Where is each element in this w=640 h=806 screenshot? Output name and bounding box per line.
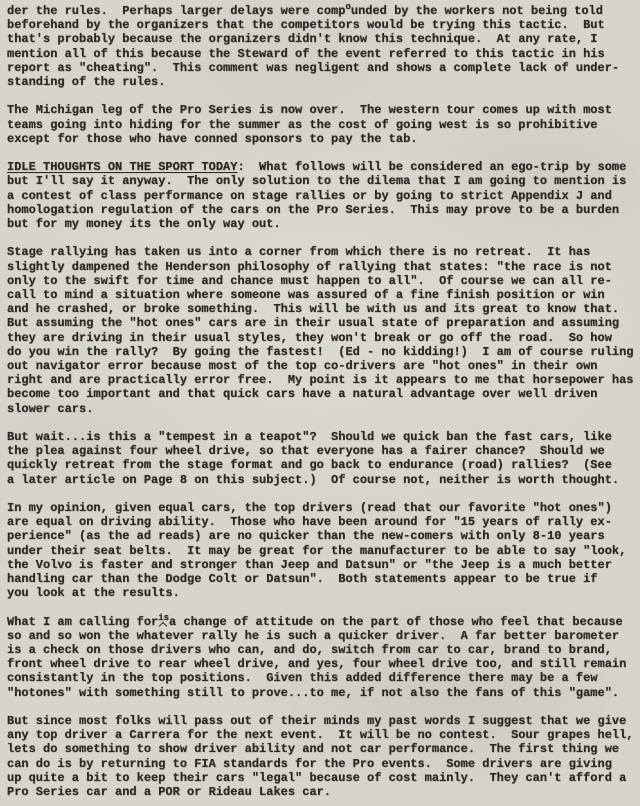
text-line: you look at the results. <box>7 586 180 601</box>
text-line: mention all of this because the Steward of the event referred to this tactic in his <box>7 46 605 61</box>
text-line: teams going into hiding for the summer as the cost of going west is so prohibitive <box>7 117 598 132</box>
paragraph <box>7 160 638 231</box>
text-line: The Michigan leg of the Pro Series is now over. The western tour comes up with most <box>7 103 612 118</box>
text-line: But wait...is this a "tempest in a teapot"? Should we quick ban the fast cars, like <box>7 430 612 445</box>
text-line: except for those who have conned sponsors to pay the tab. <box>7 131 418 146</box>
paragraph <box>7 4 638 89</box>
text-line: What I am calling forisa change of attitude on the part of those who feel that because <box>7 612 623 629</box>
paragraph <box>7 103 638 146</box>
text-line: they are driving in their usual styles, they won't break or go off the road. So how <box>7 330 612 345</box>
text-line: beforehand by the organizers that the competitors would be trying this tactic. But <box>7 18 605 33</box>
text-line: but for my money its the only way out. <box>7 217 281 232</box>
text-line: slower cars. <box>7 401 94 416</box>
text-line: the Volvo is faster and stronger than Jeep and Datsun" or "the Jeep is a much better <box>7 557 612 572</box>
text-line: But since most folks will pass out of their minds my past words I suggest that we give <box>7 714 627 729</box>
text-line: slightly dampened the Henderson philosophy of rallying that states: "the race is not <box>7 259 612 274</box>
text-line: under their seat belts. It may be great for the manufacturer to be able to say "look, <box>7 543 627 558</box>
section-heading: IDLE THOUGHTS ON THE SPORT TODAY <box>7 160 238 175</box>
text-line: Pro Series car and a POR or Rideau Lakes car. <box>7 785 332 800</box>
paragraph <box>7 612 638 700</box>
paragraph <box>7 245 638 415</box>
text-line: perience" (as the ad reads) are no quicker than the new-comers with only 8-10 years <box>7 529 605 544</box>
text-line: call to mind a situation where someone was assured of a fine finish position or win <box>7 288 605 303</box>
text-line: In my opinion, given equal cars, the top drivers (read that our favorite "hot ones") <box>7 501 612 516</box>
text-line: handling car than the Dodge Colt or Datsun". Both statements appear to be true if <box>7 572 598 587</box>
text-line: is a check on those drivers who can, and do, switch from car to car, brand to brand, <box>7 643 612 658</box>
text-line: quickly retreat from the stage format and go back to endurance (road) rallies? (See <box>7 458 612 473</box>
text-line: can do is by returning to FIA standards for the Pro events. Some drivers are giving <box>7 756 612 771</box>
text-line: but I'll say it anyway. The only solution to the dilema that I am going to mention is <box>7 174 627 189</box>
text-line: Stage rallying has taken us into a corner from which there is no retreat. It has <box>7 245 591 260</box>
text-line: do you win the rally? By going the fastest! (Ed - no kidding!) I am of course ruling <box>7 344 634 359</box>
text-line: front wheel drive to rear wheel drive, and yes, four wheel drive too, and still remain <box>7 657 627 672</box>
text-line: that's probably because the organizers didn't know this technique. At any rate, I <box>7 32 598 47</box>
text-line: up quite a bit to keep their cars "legal" because of cost mainly. They can't afford a <box>7 770 627 785</box>
text-line: the plea against four wheel drive, so that everyone has a fairer chance? Should we <box>7 444 605 459</box>
text-line: only to the swift for time and chance must happen to all". Of course we can all re- <box>7 273 612 288</box>
text-line: any top driver a Carrera for the next event. It will be no contest. Sour grapes hell, <box>7 728 634 743</box>
text-line: standing of the rules. <box>7 75 166 90</box>
typed-insertion: o <box>345 2 351 12</box>
text-line: But assuming the "hot ones" cars are in their usual state of preparation and assuming <box>7 316 620 331</box>
text-line: a contest of class performance on stage rallies or by going to strict Appendix J and <box>7 188 612 203</box>
paragraph <box>7 714 638 799</box>
document-text <box>7 4 638 799</box>
text-line: so and so won the whatever rally he is such a quicker driver. A far better barometer <box>7 628 620 643</box>
text-line: out navigator error because most of the top co-drivers are "hot ones" in their own <box>7 359 598 374</box>
text-line: are equal on driving ability. Those who have been around for "15 years of rally ex- <box>7 515 612 530</box>
text-line: right and are practically error free. My point is it appears to me that horsepower has <box>7 373 634 388</box>
text-line: a later article on Page 8 on this subject.) Of course not, neither is worth thought. <box>7 472 620 487</box>
text-line: consistantly in the top positions. Given this added difference there may be a few <box>7 671 598 686</box>
paragraph <box>7 430 638 487</box>
typed-insertion: is <box>158 612 170 623</box>
text-line: lets do something to show driver ability and not car performance. The first thing we <box>7 742 620 757</box>
text-line: der the rules. Perhaps larger delays were compounded by the workers not being told <box>7 2 603 18</box>
text-line: become too important and that quick cars have a natural advantage over well driven <box>7 387 598 402</box>
text-line: and he crashed, or broke something. This will be with us and its great to know that. <box>7 302 620 317</box>
text-line: homologation regulation of the cars on the Pro Series. This may prove to be a burden <box>7 202 620 217</box>
text-line: report as "cheating". This comment was negligent and shows a complete lack of under- <box>7 60 620 75</box>
text-line: IDLE THOUGHTS ON THE SPORT TODAY: What follows will be considered an ego-trip by some <box>7 160 627 175</box>
paragraph <box>7 501 638 600</box>
text-line: "hotones" with something still to prove...to me, if not also the fans of this "game". <box>7 685 620 700</box>
